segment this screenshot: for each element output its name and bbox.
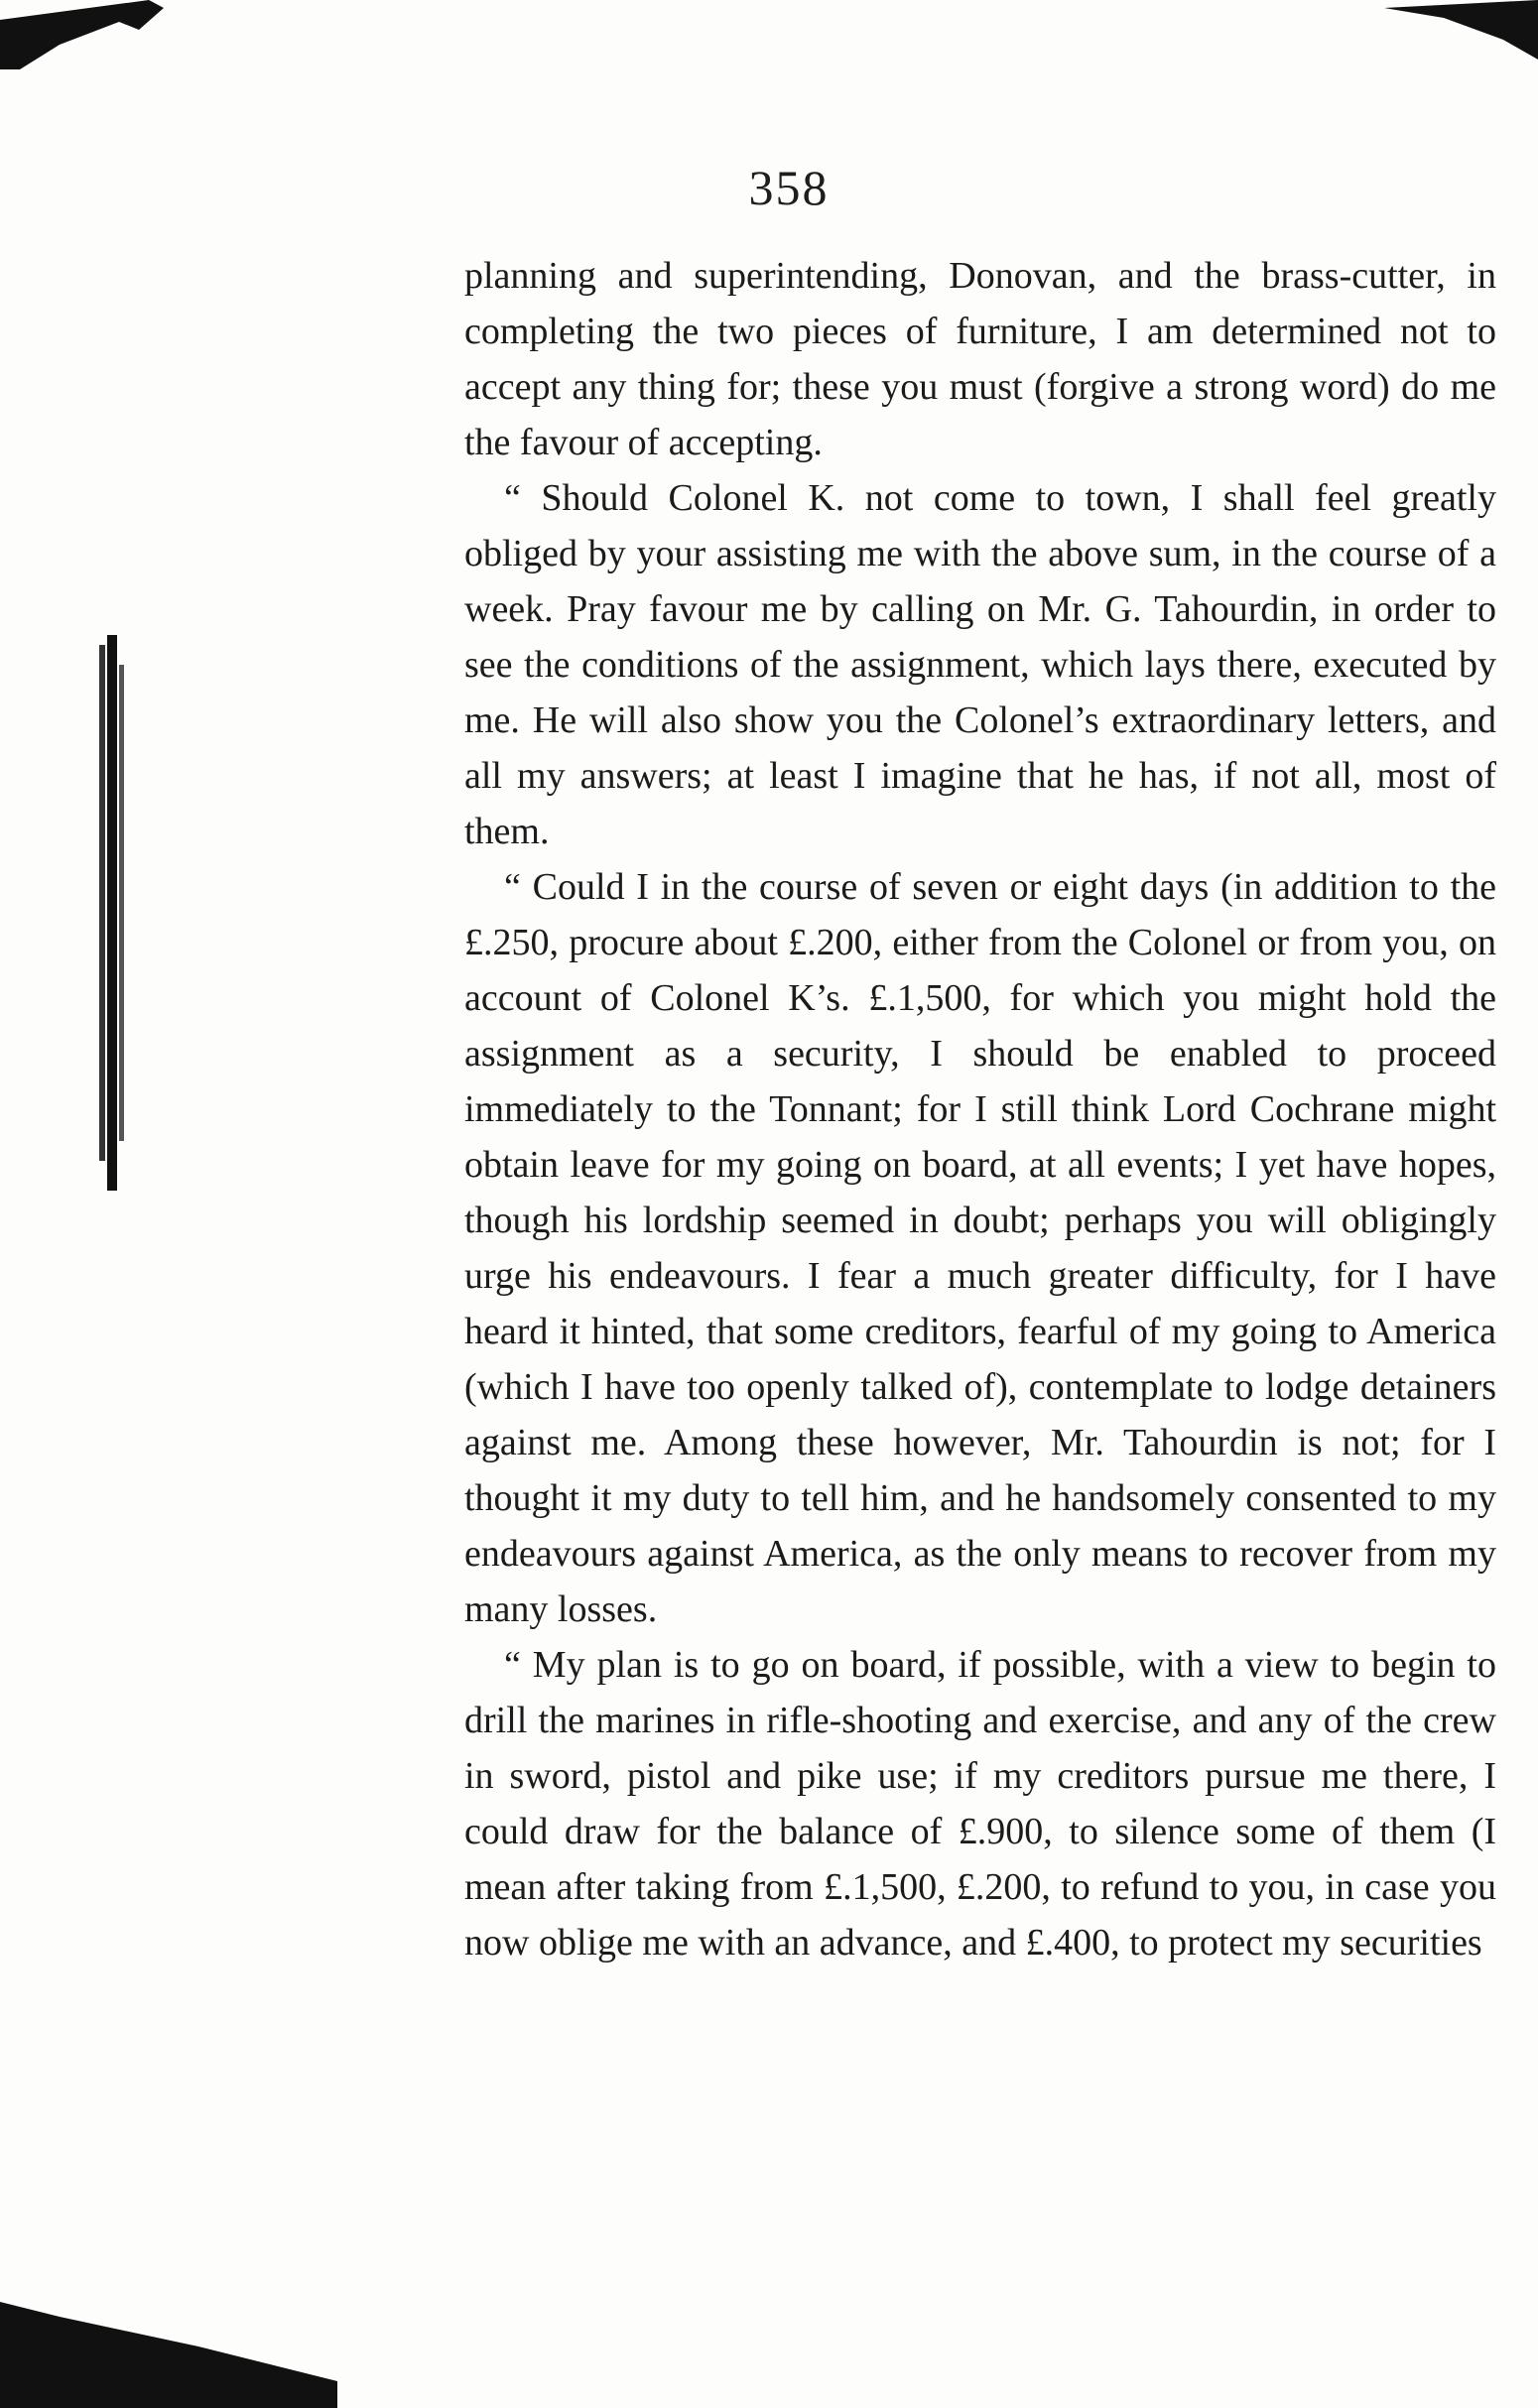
- paragraph-3: “ Could I in the course of seven or eight days (in addition to the £.250, procure about £.200, either from the Colonel or from you, on account of Colonel K’s. £.1,500, for which you might hold the assignment as a security, I should be enabled to proceed immediately to the Tonnant; for I still think Lord Cochrane might obtain leave for my going on board, at all events; I yet have hopes, though his lordship seemed in doubt; perhaps you will obligingly urge his endeavours. I fear a much greater difficulty, for I have heard it hinted, that some creditors, fearful of my going to America (which I have too openly talked of), contemplate to lodge detainers against me. Among these however, Mr. Tahourdin is not; for I thought it my duty to tell him, and he handsomely consented to my endeavours against America, as the only means to recover from my many losses.: [464, 866, 1496, 1630]
- page-number: 358: [748, 160, 830, 215]
- scan-edge-mark-bottom-left: [0, 2302, 337, 2408]
- scan-edge-mark-left: [93, 635, 137, 1191]
- paragraph-4: “ My plan is to go on board, if possible, with a view to begin to drill the marines in rifle-shooting and exercise, and any of the crew in sword, pistol and pike use; if my creditors pursue me there, I could draw for the balance of £.900, to silence some of them (I mean after taking from £.1,500, £.200, to refund to you, in case you now oblige me with an advance, and £.400, to protect my securities: [464, 1644, 1496, 1964]
- scan-edge-mark-top-left: [0, 0, 169, 69]
- body-text: [464, 248, 1496, 1970]
- paragraph-1: planning and superintending, Donovan, and the brass-cutter, in completing the two pieces of furniture, I am determined not to accept any thing for; these you must (forgive a strong word) do me the favour of accepting.: [464, 255, 1496, 463]
- paragraph-2: “ Should Colonel K. not come to town, I shall feel greatly obliged by your assisting me with the above sum, in the course of a week. Pray favour me by calling on Mr. G. Tahourdin, in order to see the conditions of the assignment, which lays there, executed by me. He will also show you the Colonel’s extraordinary letters, and all my answers; at least I imagine that he has, if not all, most of them.: [464, 477, 1496, 852]
- scan-edge-mark-top-right: [1384, 0, 1538, 60]
